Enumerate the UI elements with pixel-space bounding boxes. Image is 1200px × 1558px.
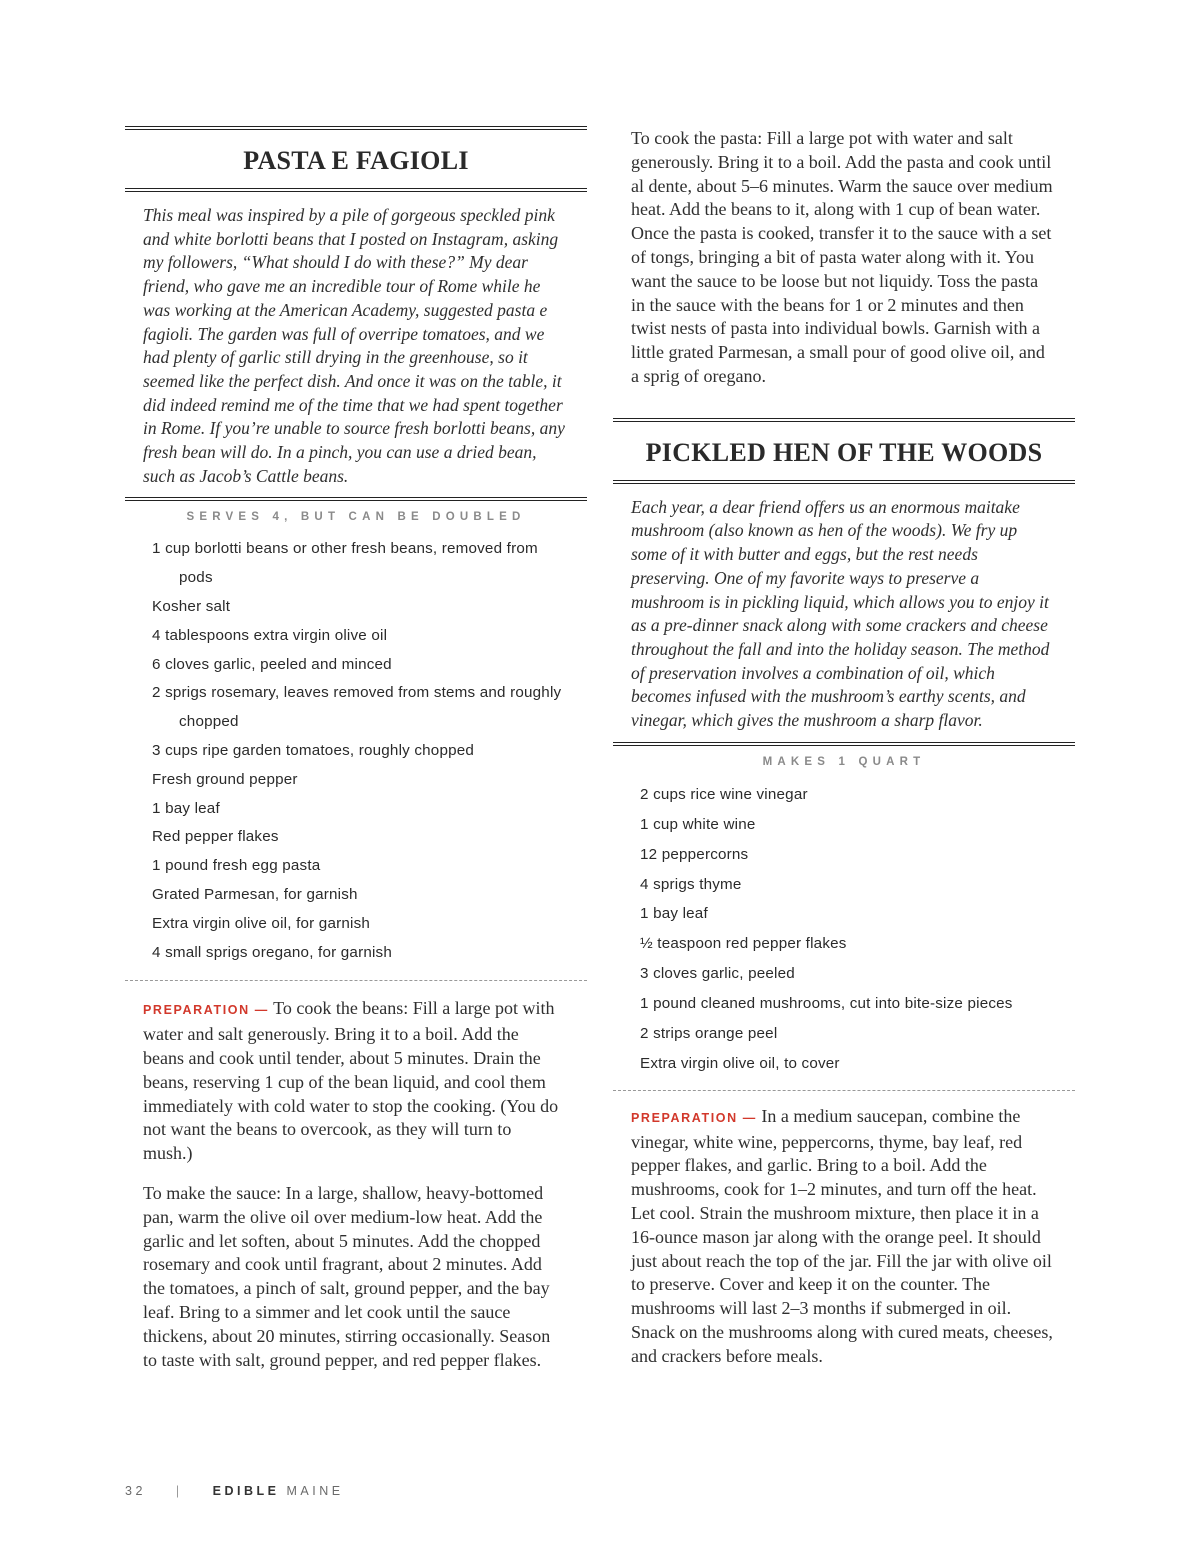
ingredient-item: Kosher salt	[152, 598, 231, 616]
right-column	[613, 126, 1075, 1369]
ingredient-item: Grated Parmesan, for garnish	[152, 886, 358, 903]
ingredient-item: 3 cups ripe garden tomatoes, roughly chopped	[152, 742, 475, 760]
recipe-pasta-e-fagioli	[125, 126, 587, 1372]
ingredient-item: 2 sprigs rosemary, leaves removed from stems and roughly chopped	[152, 684, 562, 731]
ingredient-item: Extra virgin olive oil, to cover	[640, 1054, 840, 1072]
preparation-section	[613, 1091, 1075, 1369]
ingredient-item: 4 small sprigs oregano, for garnish	[152, 943, 392, 961]
preparation-label: PREPARATION —	[143, 1003, 269, 1018]
preparation-paragraph: To make the sauce: In a large, shallow, heavy-bottomed pan, warm the olive oil over medium-low heat. Add the garlic and let soften, about 5 minutes. Add the chopped rosemary and cook until fragrant, about 2 minutes. Add the tomatoes, a pinch of salt, ground pepper, and the bay leaf. Bring to a simmer and let cook until the sauce thickens, about 20 minutes, stirring occasionally. Season to taste with salt, ground pepper, and red pepper flakes.	[143, 1182, 551, 1370]
ingredient-item: 3 cloves garlic, peeled	[640, 965, 795, 983]
ingredient-item: 1 pound fresh egg pasta	[152, 857, 321, 875]
ingredient-item: 6 cloves garlic, peeled and minced	[152, 655, 392, 673]
ingredient-item: Fresh ground pepper	[152, 770, 298, 788]
ingredient-item: 1 bay leaf	[152, 799, 220, 817]
recipe-intro: Each year, a dear friend offers us an enormous maitake mushroom (also known as hen of the woods). We fry up some of it with butter and eggs, but the rest needs preserving. One of my favorite ways to preserve a mushroom is in pickling liquid, which allows you to enjoy it as a pre-dinner snack along with some crackers and cheese throughout the fall and into the holiday season. The method of preservation involves a combination of oil, which becomes infused with the mushroom’s earthy scents, and vinegar, which gives the mushroom a sharp flavor.	[631, 496, 1050, 731]
recipe-yield: MAKES 1 QUART	[762, 755, 926, 768]
ingredient-item: Extra virgin olive oil, for garnish	[152, 914, 371, 932]
recipe-title: PICKLED HEN OF THE WOODS	[645, 437, 1043, 467]
preparation-section	[125, 981, 587, 1372]
preparation-paragraph: To cook the pasta: Fill a large pot with water and salt generously. Bring it to a boil. Add the pasta and cook until al dente, about 5–6 minutes. Warm the sauce over medium heat. Add the beans to it, along with 1 cup of bean water. Once the pasta is cooked, transfer it to the sauce with a set of tongs, bringing a bit of pasta water along with it. You want the sauce to be loose but not liquidy. Toss the pasta in the sauce with the beans for 1 or 2 minutes and then twist nests of pasta into individual bowls. Garnish with a little grated Parmesan, a small pour of good olive oil, and a sprig of oregano.	[631, 128, 1053, 386]
preparation-text: To cook the beans: Fill a large pot with water and salt generously. Bring it to a boil. Add the beans and cook until tender, about 5 minutes. Drain the beans, reserving 1 cup of the bean liquid, and cool them immediately with cold water to stop the cooking. (You do not want the beans to overcook, as they will turn to mush.)	[143, 998, 559, 1164]
recipe-pickled-hen-of-the-woods	[613, 418, 1075, 1369]
preparation-label: PREPARATION —	[631, 1110, 757, 1125]
brand-region: MAINE	[286, 1484, 344, 1498]
preparation-paragraph	[143, 997, 559, 1166]
ingredient-list	[125, 535, 587, 967]
ingredient-item: 4 tablespoons extra virgin olive oil	[152, 626, 388, 644]
intro-bottom-rule	[125, 497, 587, 501]
preparation-paragraph	[631, 1105, 1053, 1369]
footer-separator: |	[175, 1484, 183, 1498]
ingredient-item: 12 peppercorns	[640, 845, 749, 863]
ingredient-list	[613, 780, 1075, 1079]
ingredient-item: 2 cups rice wine vinegar	[640, 785, 808, 803]
ingredient-item: 1 bay leaf	[640, 905, 708, 923]
recipe-yield: SERVES 4, BUT CAN BE DOUBLED	[186, 511, 526, 524]
page-footer	[125, 1484, 344, 1498]
ingredient-item: 1 cup borlotti beans or other fresh beans, removed from pods	[152, 540, 538, 587]
recipe-title: PASTA E FAGIOLI	[243, 146, 469, 175]
ingredient-item: ½ teaspoon red pepper flakes	[640, 935, 847, 953]
intro-bottom-rule	[613, 742, 1075, 746]
ingredient-item: 1 pound cleaned mushrooms, cut into bite-size pieces	[640, 995, 1013, 1013]
preparation-text: In a medium saucepan, combine the vinegar, white wine, peppercorns, thyme, bay leaf, red pepper flakes, and garlic. Bring to a boil. Add the mushrooms, cook for 1–2 minutes, and turn off the heat. Let cool. Strain the mushroom mixture, then place it in a 16-ounce mason jar along with the orange peel. It should just about reach the top of the jar. Fill the jar with olive oil to preserve. Cover and keep it on the counter. The mushrooms will last 2–3 months if submerged in oil. Snack on the mushrooms along with cured meats, cheeses, and crackers before meals.	[631, 1105, 1053, 1366]
ingredient-item: Red pepper flakes	[152, 828, 279, 846]
brand-name: EDIBLE	[212, 1484, 280, 1498]
page-number: 32	[125, 1484, 146, 1498]
recipe-intro: This meal was inspired by a pile of gorgeous speckled pink and white borlotti beans that I posted on Instagram, asking my followers, “What should I do with these?” My dear friend, who gave me an incredible tour of Rome while he was working at the American Academy, suggested pasta e fagioli. The garden was full of overripe tomatoes, and we had plenty of garlic still drying in the greenhouse, so it seemed like the perfect dish. And once it was on the table, it did indeed remind me of the time that we had spent together in Rome. If you’re unable to source fresh borlotti beans, any fresh bean will do. In a pinch, you can use a dried bean, such as Jacob’s Cattle beans.	[143, 205, 565, 486]
ingredient-item: 2 strips orange peel	[640, 1025, 778, 1043]
ingredient-item: 1 cup white wine	[640, 815, 756, 833]
ingredient-item: 4 sprigs thyme	[640, 875, 742, 893]
